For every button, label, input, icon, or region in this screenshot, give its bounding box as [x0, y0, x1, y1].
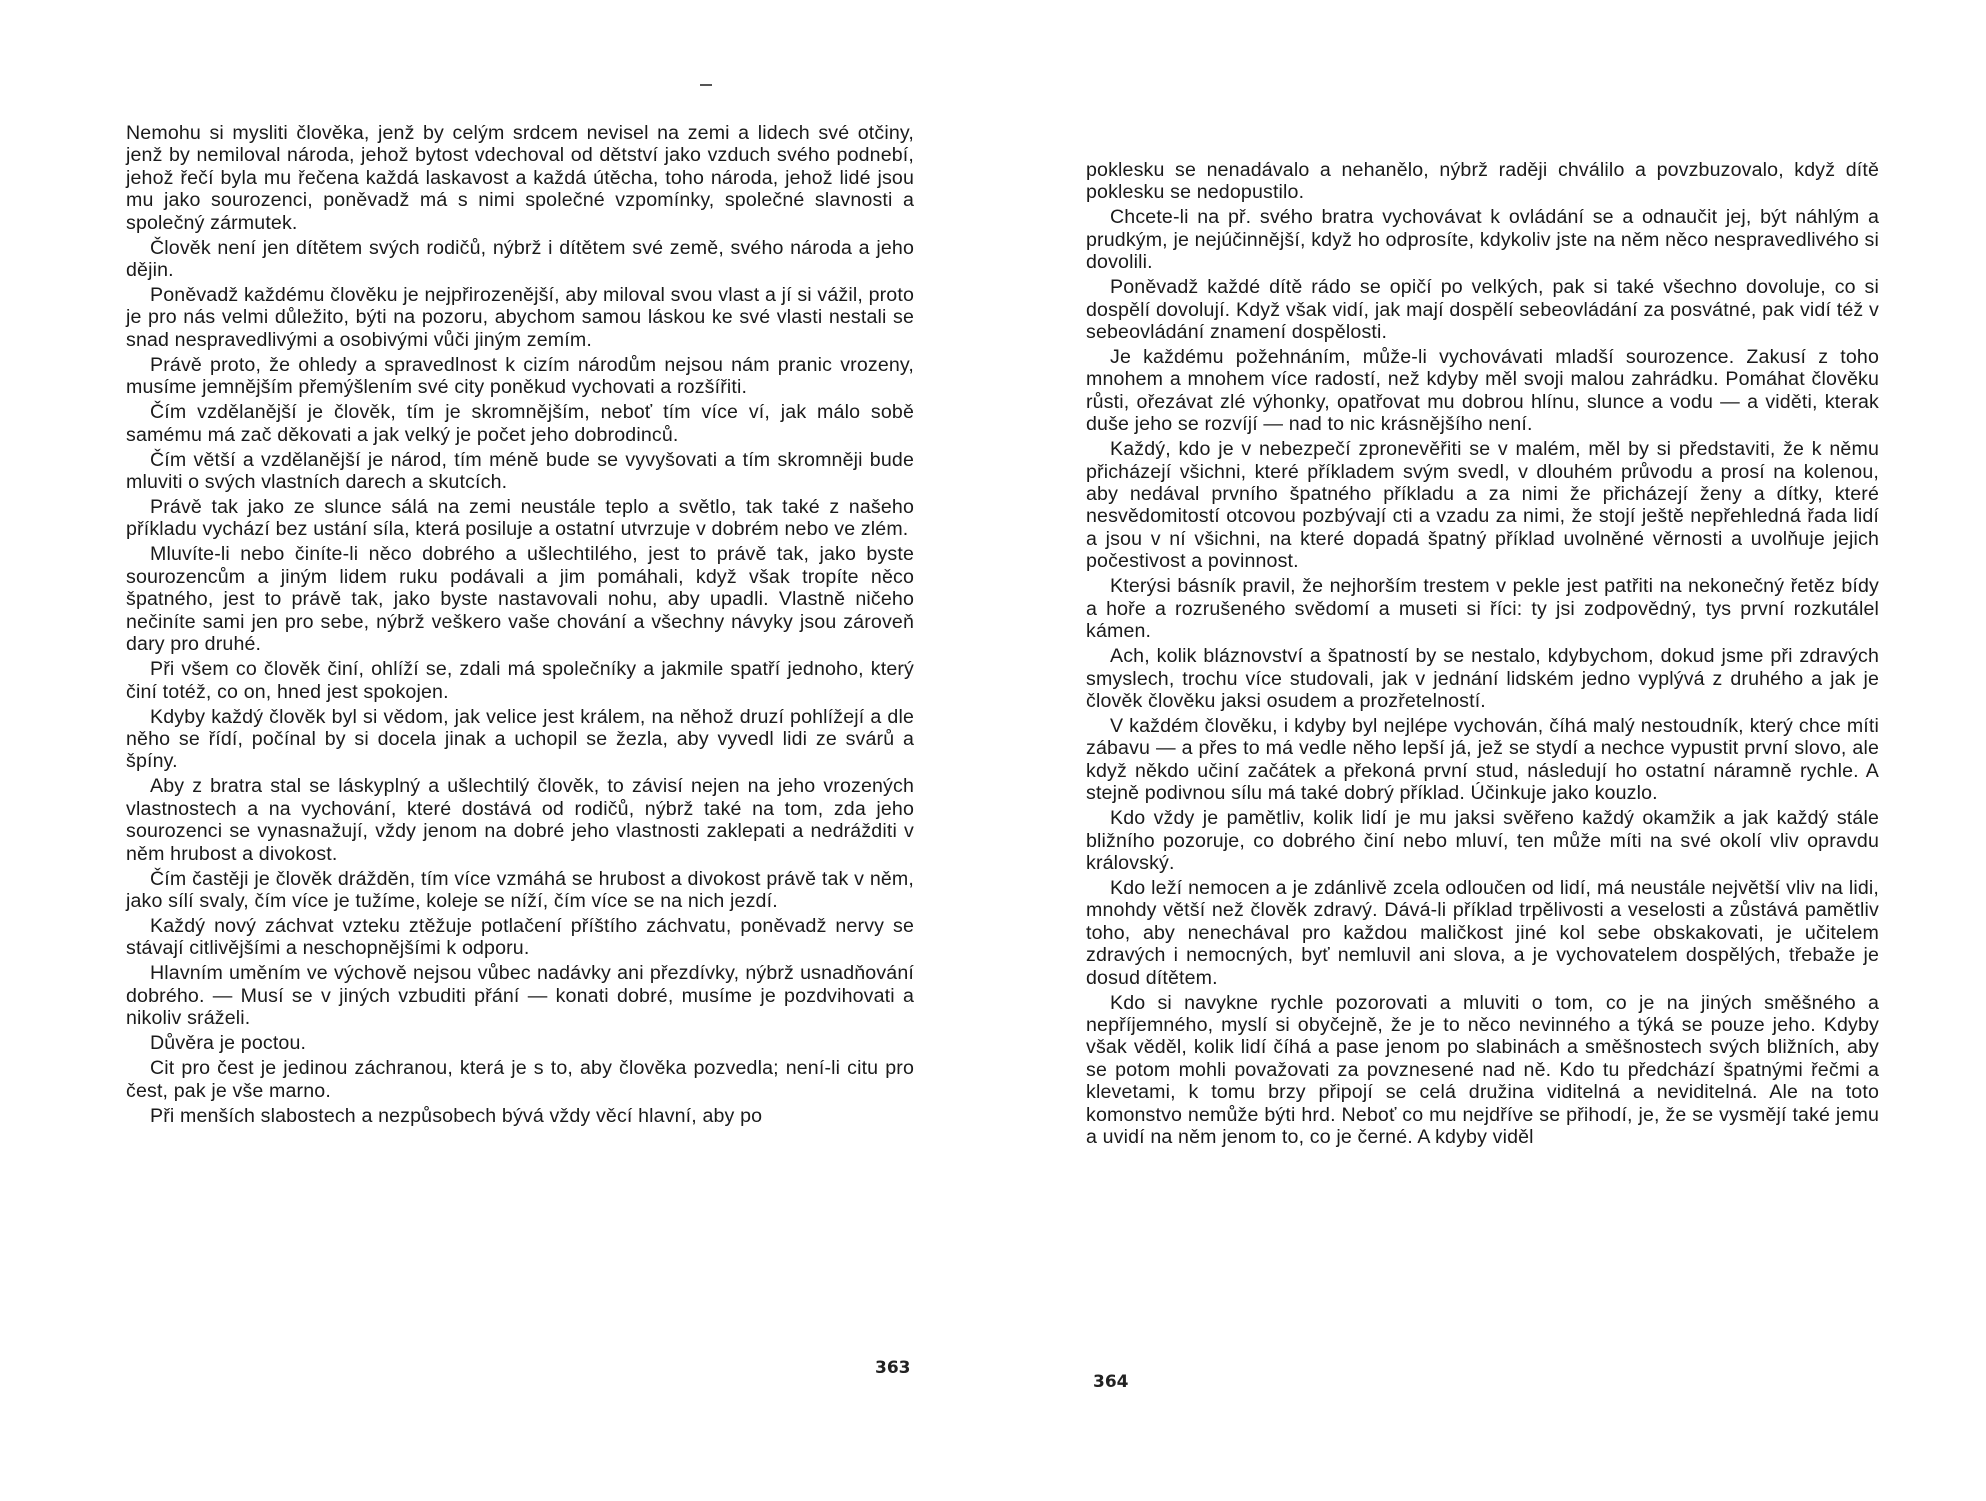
paragraph: Důvěra je poctou.	[150, 1032, 307, 1055]
paragraph: Při menších slabostech a nezpůsobech bývá vždy věcí hlavní, aby po	[150, 1104, 763, 1127]
paragraph: Chcete-li na př. svého bratra vychovávat k ovládání se a odnaučit jej, být náhlým a prudkým, je nejúčinnější, když ho odprosíte, kdykoliv jste na něm něco nespravedlivého si dovolili.	[1086, 206, 1879, 274]
paragraph: Kdyby každý člověk byl si vědom, jak velice jest králem, na něhož druzí pohlížejí a dle něho se řídí, počínal by si docela jinak a uchopil se žezla, aby vyvedl lidi ze svárů a špíny.	[126, 705, 914, 773]
paragraph: poklesku se nenadávalo a nehanělo, nýbrž raději chválilo a povzbuzovalo, když dítě poklesku se nedopustilo.	[1086, 159, 1879, 204]
paragraph: Kterýsi básník pravil, že nejhorším trestem v pekle jest patřiti na nekonečný řetěz bídy a hoře a rozrušeného svědomí a museti si říci: ty jsi zodpovědný, tys první rozkutálel kámen.	[1086, 575, 1879, 643]
paragraph: Cit pro čest je jedinou záchranou, která je s to, aby člověka pozvedla; není-li citu pro čest, pak je vše marno.	[126, 1057, 914, 1102]
paragraph: Každý, kdo je v nebezpečí zpronevěřiti se v malém, měl by si představiti, že k němu přicházejí všichni, které příkladem svým svedl, v dlouhém průvodu a prosí na kolenou, aby nedával prvního špatného příkladu a za nimi že přicházejí ženy a dítky, které nesvědomitostí otcovou pozbývají cti a vzadu za nimi, že stojí ještě nepřehledná řada lidí a jsou v ní všichni, na které dopadá špatný příklad uvolněné věrnosti a uvolňuje jejich počestivost a povinnost.	[1086, 438, 1879, 573]
left-page-text	[126, 122, 914, 1130]
right-page-text	[1086, 159, 1879, 1151]
paragraph: Při všem co člověk činí, ohlíží se, zdali má společníky a jakmile spatří jednoho, který činí totéž, co on, hned jest spokojen.	[126, 658, 914, 703]
paragraph: Kdo leží nemocen a je zdánlivě zcela odloučen od lidí, má neustále největší vliv na lidi, mnohdy větší než člověk zdravý. Dává-li příklad trpělivosti a veselosti a zůstává pamětliv toho, aby nenechával pro každou maličkost jiné kol sebe obskakovati, je učitelem zdravých i nemocných, byť nemluvil ani slova, a je vychovatelem dospělých, třebaže je dosud dítětem.	[1086, 876, 1879, 989]
paragraph: Právě proto, že ohledy a spravedlnost k cizím národům nejsou nám pranic vrozeny, musíme jemnějším přemýšlením své city poněkud vychovati a rozšířiti.	[126, 353, 914, 399]
paragraph: Aby z bratra stal se láskyplný a ušlechtilý člověk, to závisí nejen na jeho vrozených vlastnostech a na vychování, které dostává od rodičů, nýbrž také na tom, zda jeho sourozenci se vynasnažují, vždy jenom na dobré jeho vlastnosti zaklepati a nedrážditi v něm hrubost a divokost.	[126, 775, 914, 865]
paragraph: Kdo si navykne rychle pozorovati a mluviti o tom, co je na jiných směšného a nepříjemného, myslí si obyčejně, že je to něco nevinného a týká se pouze jeho. Kdyby však věděl, kolik lidí číhá a pase jenom po slabinách a směšnostech svých bližních, aby se potom mohli považovati za povznesené nad ně. Kdo tu předchází špatnými řečmi a klevetami, k tomu brzy připojí se celá družina viditelná a neviditelná. Ale na toto komonstvo nemůže býti hrd. Neboť co mu nejdříve se přihodí, je, že se vysmějí také jemu a uvidí na něm jenom to, co je černé. A kdyby viděl	[1086, 991, 1879, 1148]
paragraph: V každém člověku, i kdyby byl nejlépe vychován, číhá malý nestoudník, který chce míti zábavu — a přes to má vedle něho lepší já, jež se stydí a nechce vypustit první slovo, ale když někdo učiní začátek a překoná první stud, následují ho ostatní náramně rychle. A stejně podivnou sílu má také dobrý příklad. Účinkuje jako kouzlo.	[1086, 714, 1879, 805]
paragraph: Poněvadž každé dítě rádo se opičí po velkých, pak si také všechno dovoluje, co si dospělí dovolují. Když však vidí, jak mají dospělí sebeovládání za posvátné, pak vidí též v sebeovládání znamení dospělosti.	[1086, 276, 1879, 344]
page-number: 363	[875, 1358, 911, 1378]
paragraph: Každý nový záchvat vzteku ztěžuje potlačení příštího záchvatu, poněvadž nervy se stávají citlivějšími a neschopnějšími k odporu.	[126, 914, 914, 960]
paragraph: Ach, kolik bláznovství a špatností by se nestalo, kdybychom, dokud jsme při zdravých smyslech, trochu více studovali, jak v jednání lidském jedno vyplývá z druhého a jak je člověk člověku jaksi osudem a prozřetelností.	[1086, 645, 1879, 712]
paragraph: Hlavním uměním ve výchově nejsou vůbec nadávky ani přezdívky, nýbrž usnadňování dobrého. — Musí se v jiných vzbuditi přání — konati dobré, musíme je pozdvihovati a nikoliv sráželi.	[126, 962, 914, 1030]
paragraph: Nemohu si mysliti člověka, jenž by celým srdcem nevisel na zemi a lidech své otčiny, jenž by nemiloval národa, jehož bytost vdechoval od dětství jako vzduch svého podnebí, jehož řečí byla mu řečena každá laskavost a každá útěcha, toho národa, jehož lidé jsou mu jako sourozenci, poněvadž má s nimi společné vzpomínky, společné slavnosti a společný zármutek.	[126, 122, 914, 234]
paragraph: Je každému požehnáním, může-li vychovávati mladší sourozence. Zakusí z toho mnohem a mnohem více radostí, než kdyby měl svoji malou zahrádku. Pomáhat člověku růsti, ořezávat zlé výhonky, opatřovat mu dobrou hlínu, slunce a vodu — a viděti, kterak duše jeho se rozvíjí — nad to nic krásnějšího není.	[1086, 346, 1879, 436]
paragraph: Poněvadž každému člověku je nejpřirozenější, aby miloval svou vlast a jí si vážil, proto je pro nás velmi důležito, býti na pozoru, abychom samou láskou ke své vlasti nestali se snad nespravedlivými a osobivými vůči jiným zemím.	[126, 284, 914, 351]
right-page	[993, 0, 1986, 1501]
paragraph: Mluvíte-li nebo činíte-li něco dobrého a ušlechtilého, jest to právě tak, jako byste sourozencům a jiným lidem ruku podávali a jim pomáhali, když však tropíte něco špatného, jest to právě tak, jako byste nastavovali nohu, aby upadli. Vlastně ničeho nečiníte sami jen pro sebe, nýbrž veškero vaše chování a všechny návyky jsou zároveň dary pro druhé.	[126, 543, 914, 656]
page-number: 364	[1093, 1372, 1129, 1392]
print-mark	[700, 84, 712, 86]
paragraph: Člověk není jen dítětem svých rodičů, nýbrž i dítětem své země, svého národa a jeho dějin.	[126, 236, 914, 282]
paragraph: Kdo vždy je pamětliv, kolik lidí je mu jaksi svěřeno každý okamžik a jak každý stále bližního pozoruje, co dobrého činí nebo mluví, ten může míti na své okolí vliv opravdu královský.	[1086, 807, 1879, 874]
paragraph: Právě tak jako ze slunce sálá na zemi neustále teplo a světlo, tak také z našeho příkladu vychází bez ustání síla, která posiluje a ostatní utvrzuje v dobrém nebo ve zlém.	[126, 496, 914, 541]
paragraph: Čím větší a vzdělanější je národ, tím méně bude se vyvyšovati a tím skromněji bude mluviti o svých vlastních darech a skutcích.	[126, 448, 914, 494]
paragraph: Čím častěji je člověk drážděn, tím více vzmáhá se hrubost a divokost právě tak v něm, jako sílí svaly, čím více je tužíme, koleje se níží, čím více se na nich jezdí.	[126, 867, 914, 912]
paragraph: Čím vzdělanější je člověk, tím je skromnějším, neboť tím více ví, jak málo sobě samému má zač děkovati a jak velký je počet jeho dobrodinců.	[126, 401, 914, 446]
